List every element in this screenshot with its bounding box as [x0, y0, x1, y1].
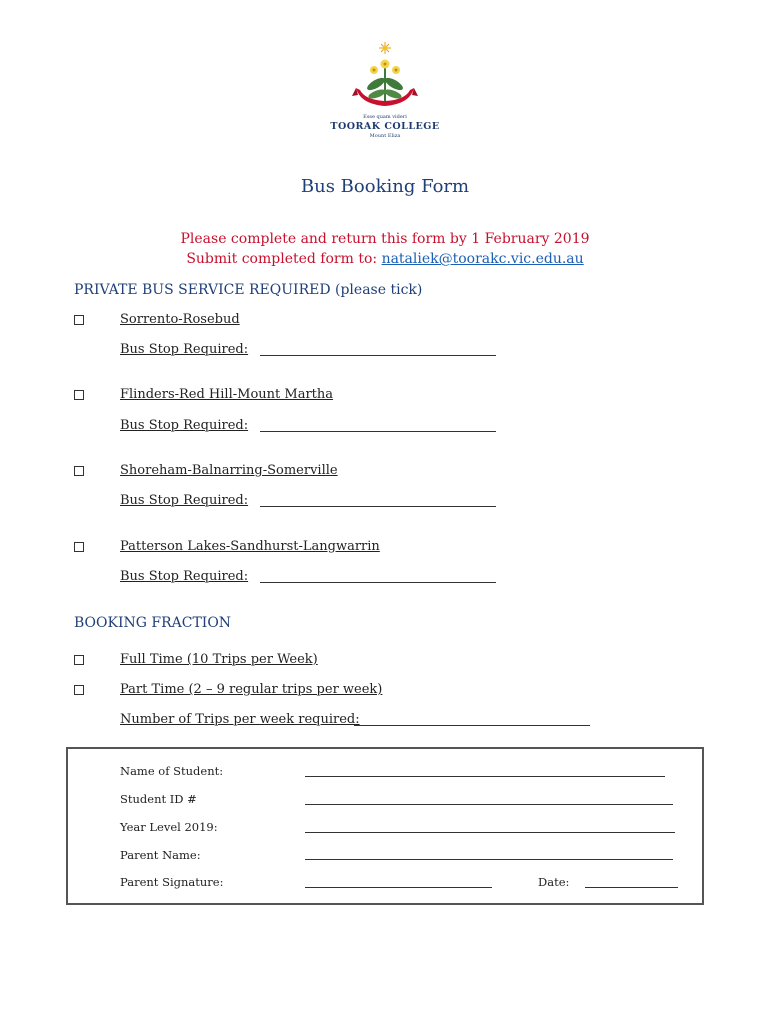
booking-fraction-heading: BOOKING FRACTION [74, 615, 232, 631]
year-level-label: Year Level 2019: [120, 820, 218, 834]
part-time-label: Part Time (2 – 9 regular trips per week) [120, 682, 383, 697]
bus-stop-field[interactable] [260, 355, 496, 356]
route-label-shoreham: Shoreham-Balnarring-Somerville [120, 463, 338, 478]
private-bus-heading: PRIVATE BUS SERVICE REQUIRED (please tick) [74, 282, 423, 298]
bus-stop-field[interactable] [260, 582, 496, 583]
page-title: Bus Booking Form [300, 176, 470, 197]
date-label: Date: [538, 875, 570, 889]
student-id-field[interactable] [305, 804, 673, 805]
trips-per-week-field[interactable] [354, 725, 590, 726]
bus-stop-label: Bus Stop Required: [120, 493, 249, 508]
bus-stop-label: Bus Stop Required: [120, 342, 249, 357]
student-name-field[interactable] [305, 776, 665, 777]
route-checkbox-shoreham[interactable] [74, 466, 84, 476]
route-checkbox-flinders[interactable] [74, 390, 84, 400]
parent-name-label: Parent Name: [120, 848, 201, 862]
college-logo [330, 40, 440, 140]
bus-stop-label: Bus Stop Required: [120, 569, 249, 584]
parent-signature-field[interactable] [305, 887, 492, 888]
parent-name-field[interactable] [305, 859, 673, 860]
student-id-label: Student ID # [120, 792, 197, 806]
logo-subtitle: Mount Eliza [369, 133, 401, 139]
deadline-text: Please complete and return this form by 1 February 2019 [180, 231, 590, 247]
route-label-patterson-lakes: Patterson Lakes-Sandhurst-Langwarrin [120, 539, 380, 554]
route-checkbox-sorrento-rosebud[interactable] [74, 315, 84, 325]
student-name-label: Name of Student: [120, 764, 224, 778]
trips-per-week-label: Number of Trips per week required: [120, 712, 360, 727]
logo-name: TOORAK COLLEGE [330, 121, 440, 132]
bus-stop-field[interactable] [260, 506, 496, 507]
date-field[interactable] [585, 887, 678, 888]
parent-signature-label: Parent Signature: [120, 875, 224, 889]
submit-instructions [0, 251, 770, 267]
year-level-field[interactable] [305, 832, 675, 833]
bus-stop-field[interactable] [260, 431, 496, 432]
route-checkbox-patterson-lakes[interactable] [74, 542, 84, 552]
full-time-checkbox[interactable] [74, 655, 84, 665]
bus-stop-label: Bus Stop Required: [120, 418, 249, 433]
email-link[interactable]: nataliek@toorakc.vic.edu.au [381, 251, 584, 267]
route-label-sorrento-rosebud: Sorrento-Rosebud [120, 312, 240, 327]
full-time-label: Full Time (10 Trips per Week) [120, 652, 318, 667]
part-time-checkbox[interactable] [74, 685, 84, 695]
submit-prefix: Submit completed form to: [186, 251, 382, 267]
logo-motto: Esse quam videri [363, 114, 407, 120]
school-crest-icon [350, 40, 420, 114]
route-label-flinders: Flinders-Red Hill-Mount Martha [120, 387, 334, 402]
